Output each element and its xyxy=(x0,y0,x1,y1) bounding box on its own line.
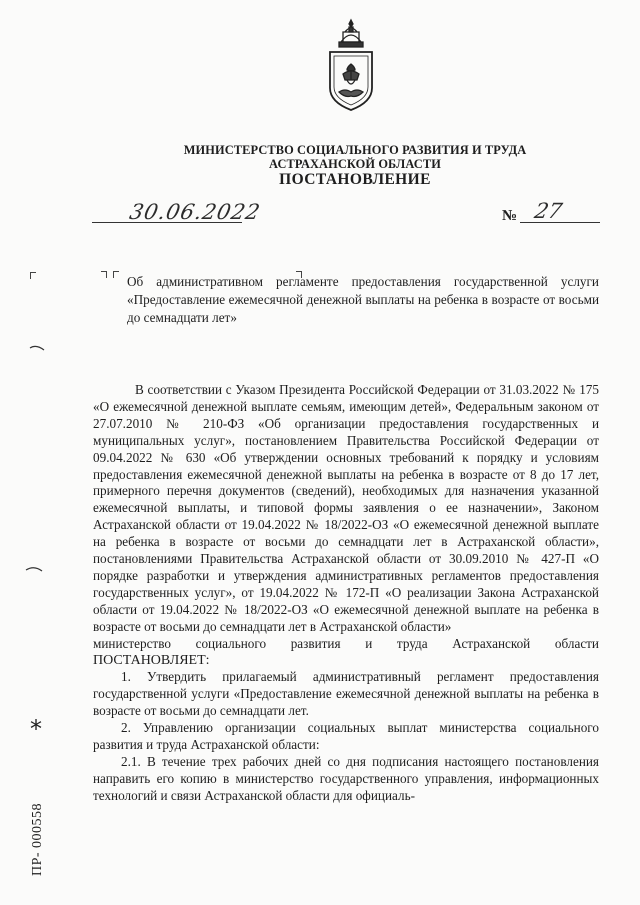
corner-mark-1 xyxy=(101,271,107,278)
item-2: 2. Управлению организации социальных выплат министерства социального развития и труда Астраханской области: xyxy=(93,720,599,753)
corner-mark-left xyxy=(30,272,36,279)
document-subject: Об административном регламенте предоставления государственной услуги «Предоставление ежемесячной денежной выплаты на ребенка в возрасте от восьми до семнадцати лет» xyxy=(127,274,599,325)
number-underline xyxy=(520,222,600,223)
decree-word: ПОСТАНОВЛЯЕТ: xyxy=(93,652,210,668)
corner-mark-2 xyxy=(113,271,119,278)
coat-of-arms-icon xyxy=(325,18,377,114)
document-type-title: ПОСТАНОВЛЕНИЕ xyxy=(279,171,431,188)
document-date: 30.06.2022 xyxy=(127,200,263,224)
ministry-name-line2: АСТРАХАНСКОЙ ОБЛАСТИ xyxy=(269,157,441,171)
margin-asterisk: * xyxy=(30,715,42,743)
registration-number: ПР- 000558 xyxy=(30,802,45,876)
preamble-paragraph: В соответствии с Указом Президента Российской Федерации от 31.03.2022 № 175 «О ежемесячной денежной выплате семьям, имеющим детей», Федеральным законом от 27.07.2010 № 210-ФЗ «Об организации предоставления государственных и муниципальных услуг», постановлением Правительства Российской Федерации от 09.04.2022 № 630 «Об утверждении основных требований к порядку и условиям предоставления ежемесячной денежной выплаты на ребенка в возрасте от 8 до 17 лет, примерного перечня документов (сведений), необходимых для назначения указанной ежемесячной выплаты, и типовой формы заявления о ее назначении», Законом Астраханской области от 19.04.2022 № 18/2022-ОЗ «О ежемесячной денежной выплате на ребенка в возрасте от восьми до семнадцати лет в Астраханской области», постановлениями Правительства Астраханской области от 30.09.2010 № 427-П «О порядке разработки и утверждения административных регламентов предоставления государственных услуг», от 19.04.2022 № 172-П «О реализации Закона Астраханской области от 19.04.2022 № 18/2022-ОЗ «О ежемесячной денежной выплате на ребенка в возрасте от восьми до семнадцати лет в Астраханской области» xyxy=(93,382,599,634)
document-number: 27 xyxy=(532,199,565,223)
ministry-name-line1: МИНИСТЕРСТВО СОЦИАЛЬНОГО РАЗВИТИЯ И ТРУДА xyxy=(183,143,527,157)
margin-marks xyxy=(8,330,68,830)
item-2-1: 2.1. В течение трех рабочих дней со дня подписания настоящего постановления направить его копию в министерство государственного управления, информационных технологий и связи Астраханской области для официаль- xyxy=(93,753,599,803)
date-underline xyxy=(92,222,242,223)
document-body xyxy=(93,382,599,805)
item-1: 1. Утвердить прилагаемый административный регламент предоставления государственной услуги «Предоставление ежемесячной денежной выплаты на ребенка в возрасте от восьми до семнадцати лет. xyxy=(93,669,599,719)
number-sign: № xyxy=(502,208,518,224)
ministry-line: министерство социального развития и труда Астраханской области xyxy=(93,635,599,651)
